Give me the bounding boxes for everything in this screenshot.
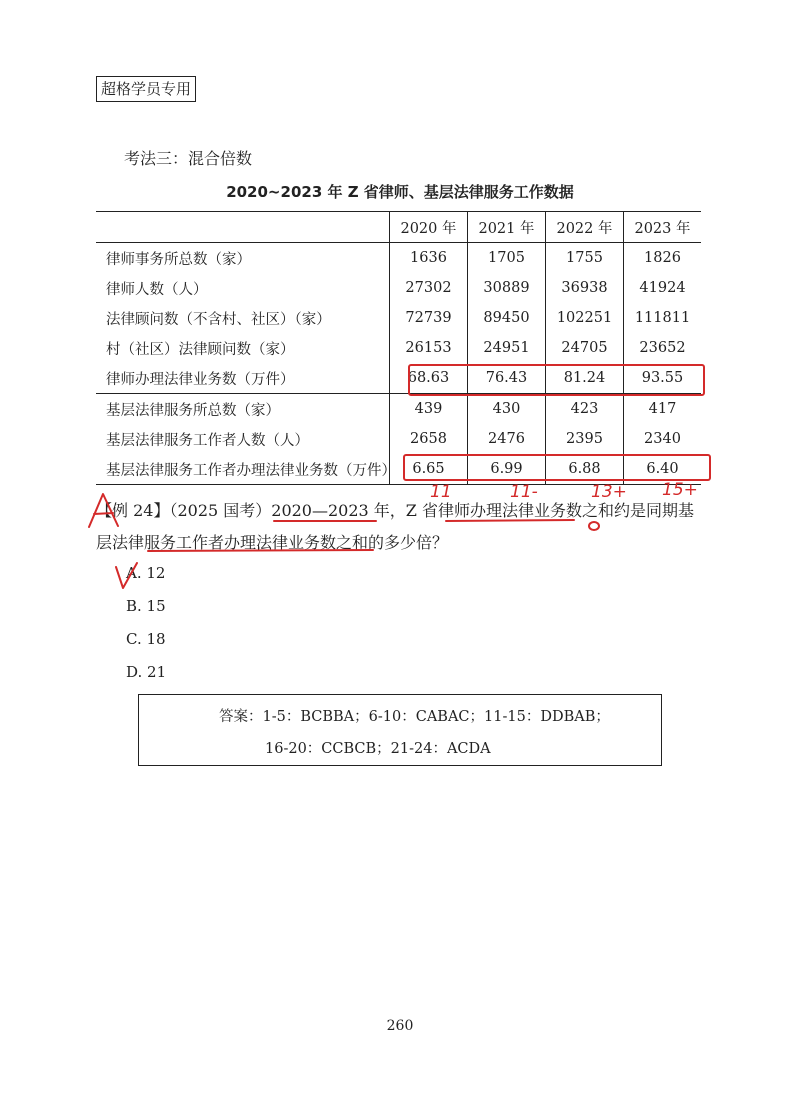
cell: 93.55	[624, 363, 702, 394]
cell: 30889	[468, 273, 546, 303]
table-row	[96, 394, 701, 425]
cell: 423	[546, 394, 624, 425]
question-tag: 【例 24】	[96, 501, 170, 520]
table-header-row	[96, 212, 701, 243]
cell: 24705	[546, 333, 624, 363]
cell: 89450	[468, 303, 546, 333]
student-only-badge: 超格学员专用	[96, 76, 196, 102]
cell: 27302	[390, 273, 468, 303]
option-d: D. 21	[126, 663, 167, 681]
cell: 23652	[624, 333, 702, 363]
handwritten-ratio-2020: 11	[430, 482, 452, 502]
option-b: B. 15	[126, 597, 166, 615]
cell: 2395	[546, 424, 624, 454]
cell: 6.99	[468, 454, 546, 485]
table-row	[96, 333, 701, 363]
row-label: 律师办理法律业务数（万件）	[106, 371, 295, 388]
row-label: 村（社区）法律顾问数（家）	[106, 341, 295, 358]
header-blank	[96, 212, 390, 243]
handwritten-ratio-2022: 13+	[591, 482, 627, 502]
page-number: 260	[386, 1018, 414, 1034]
cell: 6.40	[624, 454, 702, 485]
header-2021: 2021 年	[468, 212, 546, 243]
header-2022: 2022 年	[546, 212, 624, 243]
cell: 36938	[546, 273, 624, 303]
handwritten-ratio-2021: 11-	[510, 482, 538, 502]
row-label: 基层法律服务所总数（家）	[96, 394, 390, 425]
row-label: 基层法律服务工作者人数（人）	[106, 432, 309, 449]
cell: 1636	[390, 243, 468, 274]
option-c: C. 18	[126, 630, 166, 648]
cell: 81.24	[546, 363, 624, 394]
question-source: （2025 国考）	[169, 501, 272, 520]
section-title: 考法三：混合倍数	[124, 149, 253, 168]
cell: 68.63	[390, 363, 468, 394]
cell: 6.65	[390, 454, 468, 485]
handwritten-ratio-2023: 15+	[662, 480, 698, 500]
question-block	[96, 495, 708, 559]
option-a: A. 12	[126, 564, 166, 582]
cell: 26153	[390, 333, 468, 363]
row-label: 律师事务所总数（家）	[106, 251, 251, 268]
cell: 439	[390, 394, 468, 425]
row-label: 法律顾问数（不含村、社区）（家）	[106, 311, 331, 328]
cell: 430	[468, 394, 546, 425]
cell: 24951	[468, 333, 546, 363]
cell: 1826	[624, 243, 702, 274]
row-label: 基层法律服务工作者办理法律业务数（万件）	[96, 454, 390, 485]
cell: 2476	[468, 424, 546, 454]
table-row	[96, 303, 701, 333]
cell: 6.88	[546, 454, 624, 485]
table-row	[96, 363, 701, 394]
cell: 72739	[390, 303, 468, 333]
answer-key-line-2: 16-20：CCBCB；21-24：ACDA	[265, 741, 491, 757]
answer-key-box	[138, 694, 662, 766]
data-table	[96, 211, 701, 485]
table-row	[96, 273, 701, 303]
header-2023: 2023 年	[624, 212, 702, 243]
table-title: 2020~2023 年 Z 省律师、基层法律服务工作数据	[226, 183, 574, 201]
cell: 1705	[468, 243, 546, 274]
table-row	[96, 454, 701, 485]
cell: 2658	[390, 424, 468, 454]
cell: 76.43	[468, 363, 546, 394]
cell: 2340	[624, 424, 702, 454]
cell: 417	[624, 394, 702, 425]
table-row	[96, 424, 701, 454]
cell: 102251	[546, 303, 624, 333]
cell: 41924	[624, 273, 702, 303]
header-2020: 2020 年	[390, 212, 468, 243]
cell: 1755	[546, 243, 624, 274]
cell: 111811	[624, 303, 702, 333]
question-text: 2020—2023 年，Z 省律师办理法律业务数之和约是同期基层法律服务工作者办理法律业务数之和的多少倍？	[96, 501, 694, 552]
table-row	[96, 243, 701, 274]
row-label: 律师人数（人）	[106, 281, 208, 298]
answer-key-line-1: 答案：1-5：BCBBA；6-10：CABAC；11-15：DDBAB；	[219, 709, 610, 725]
